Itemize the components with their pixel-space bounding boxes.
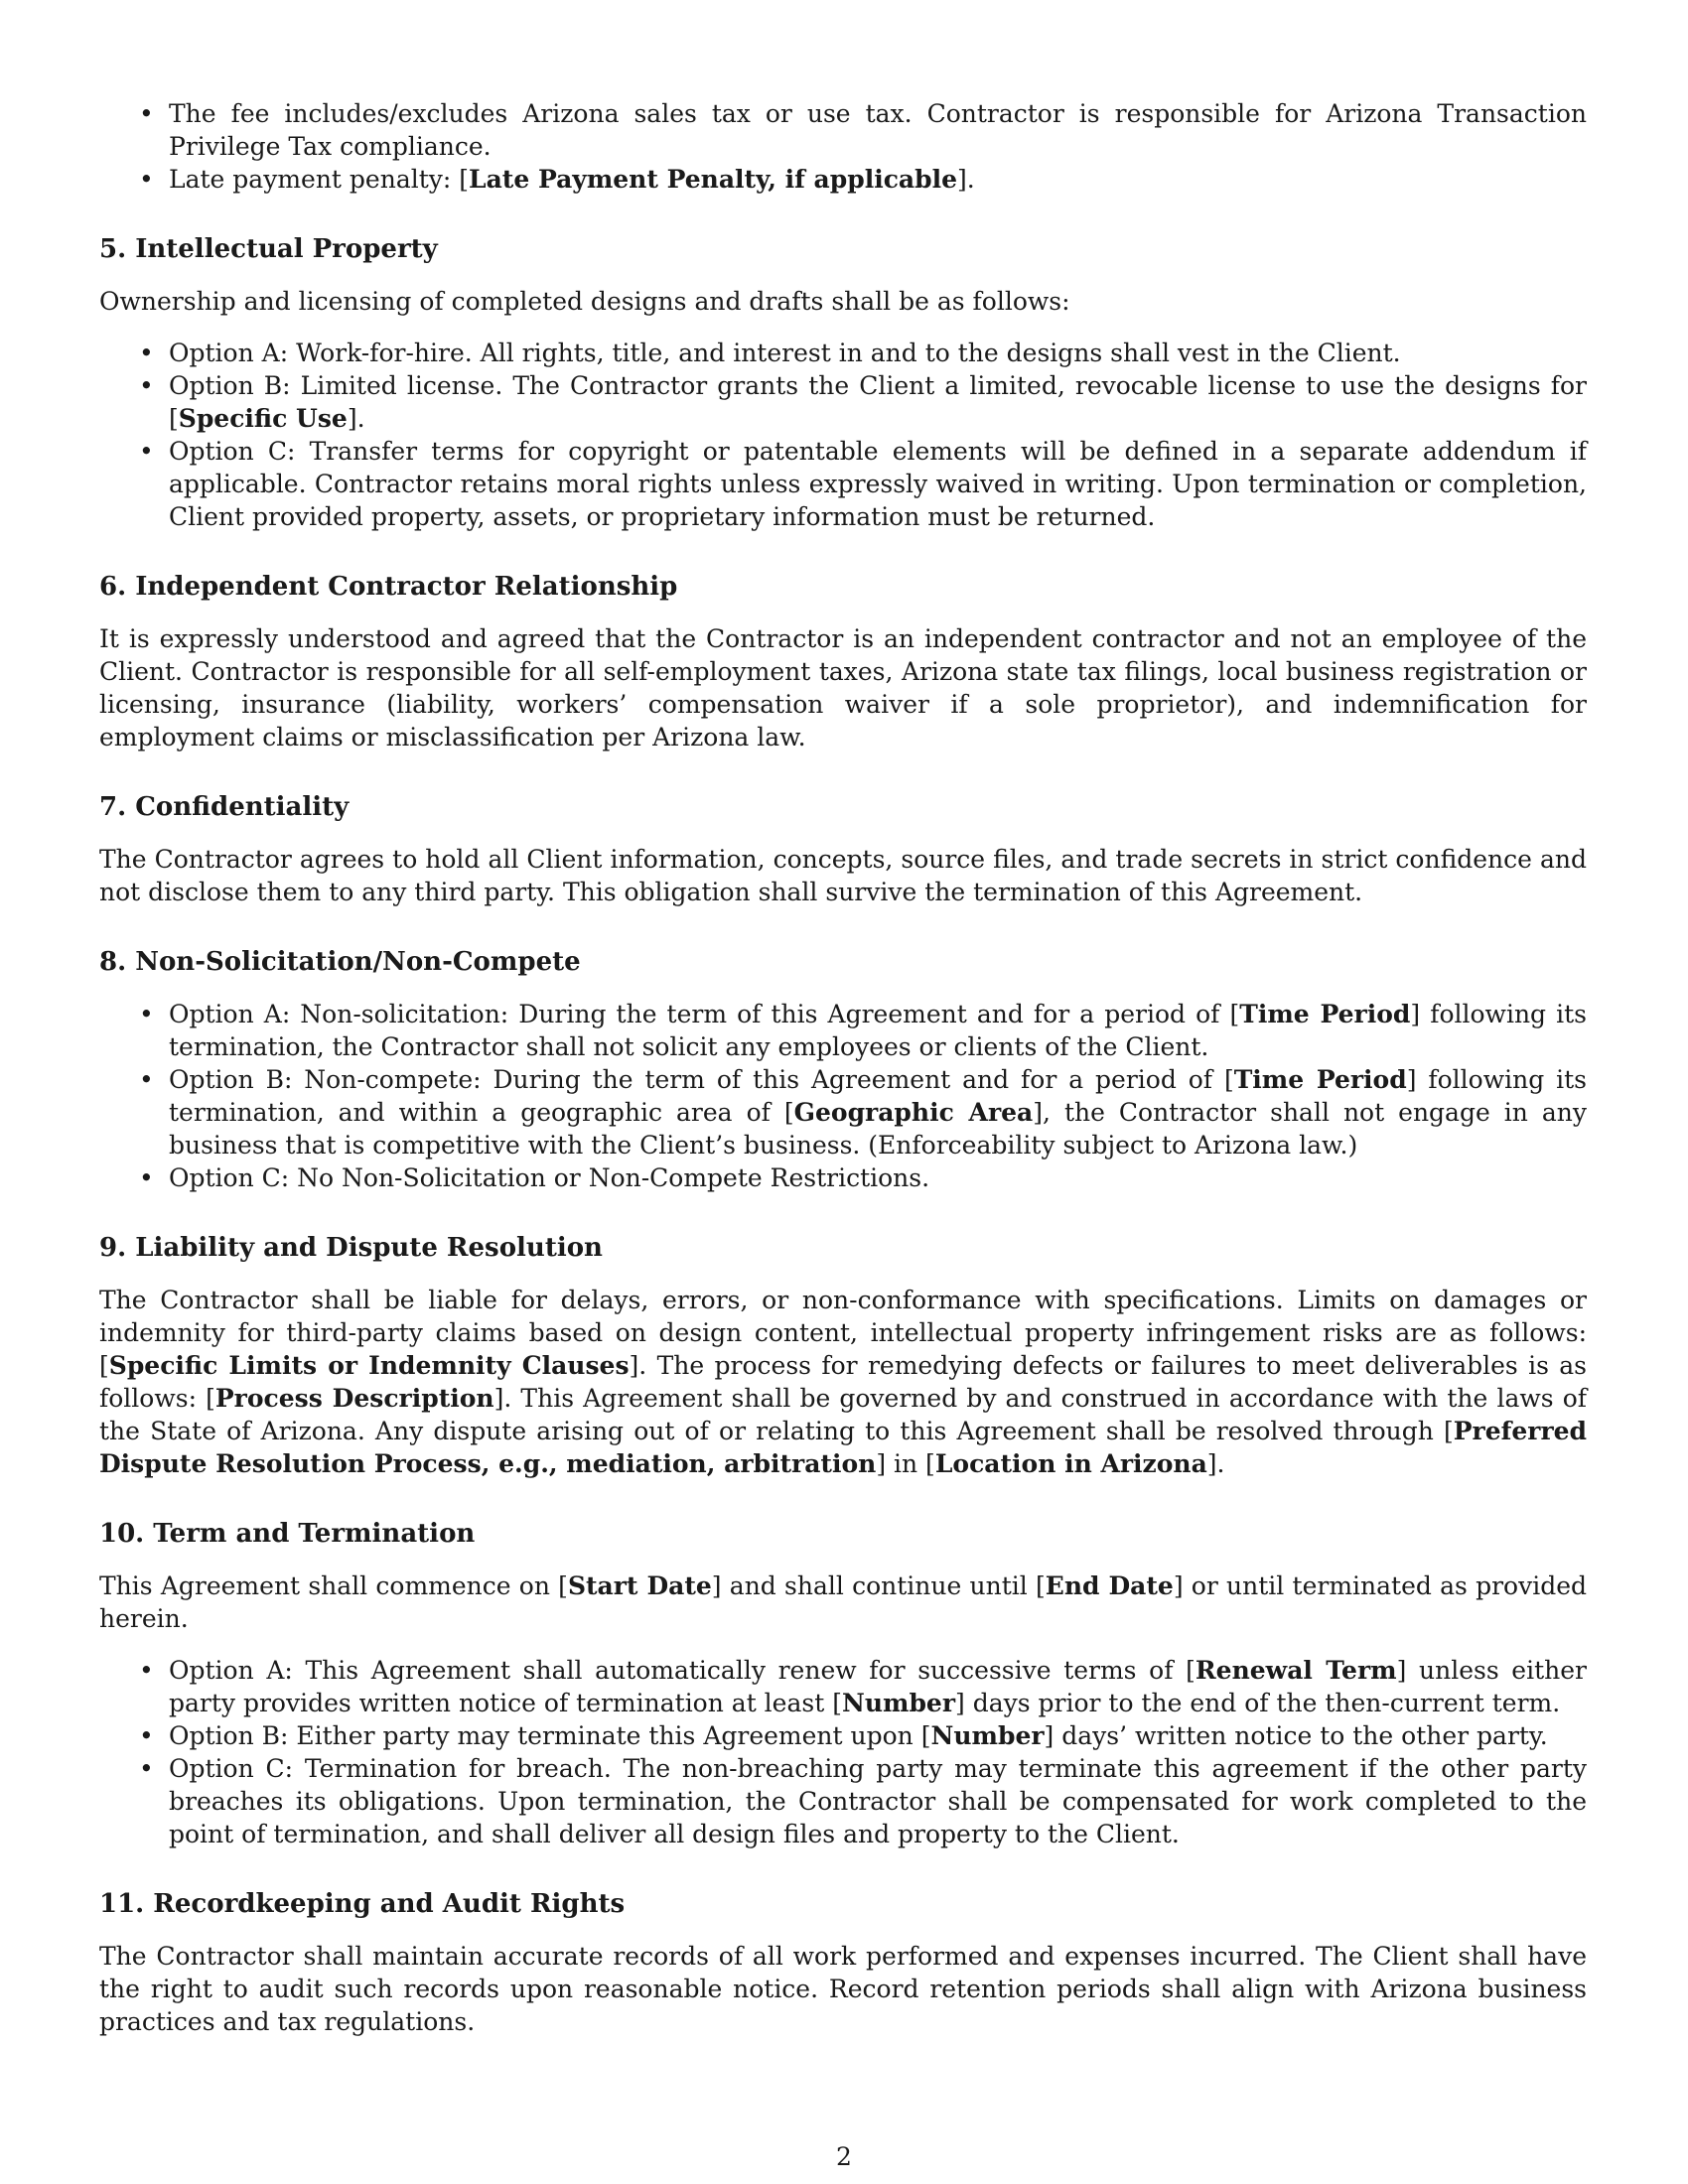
placeholder-field: End Date xyxy=(1045,1571,1174,1600)
section-paragraph xyxy=(99,285,1587,318)
list-item xyxy=(169,1161,1587,1194)
list-item xyxy=(169,163,1587,196)
placeholder-field: Process Description xyxy=(214,1384,494,1413)
text-run: ] unless either party provides written notice of termination at least [ xyxy=(169,1656,1587,1717)
intro-fee-list xyxy=(99,97,1587,196)
placeholder-field: Late Payment Penalty, if applicable xyxy=(469,165,958,194)
placeholder-field: Specific Limits or Indemnity Clauses xyxy=(108,1351,630,1380)
document-page xyxy=(99,97,1587,2076)
section-paragraph xyxy=(99,1284,1587,1480)
text-run: This Agreement shall commence on [ xyxy=(99,1571,568,1600)
text-run: ] and shall continue until [ xyxy=(711,1571,1046,1600)
section-paragraph xyxy=(99,1940,1587,2038)
text-run: It is expressly understood and agreed that the Contractor is an independent contractor and not an employee of the Client. Contractor is responsible for all self-employment taxes, Arizona state tax filings, local business registration or licensing, insurance (liability, workers’ compensation waiver if a sole proprietor), and indemnification for employment claims or misclassification per Arizona law. xyxy=(99,624,1587,751)
placeholder-field: Specific Use xyxy=(178,404,348,433)
text-run: The Contractor agrees to hold all Client information, concepts, source files, and trade secrets in strict confidence and not disclose them to any third party. This obligation shall survive the termination of this Agreement. xyxy=(99,845,1587,906)
option-list xyxy=(99,337,1587,533)
section-heading: 9. Liability and Dispute Resolution xyxy=(99,1233,603,1263)
placeholder-field: Time Period xyxy=(1233,1065,1407,1094)
option-list xyxy=(99,1654,1587,1850)
text-run: ] following its termination, the Contractor shall not solicit any employees or clients of the Client. xyxy=(169,1000,1587,1061)
text-run: ], the Contractor shall not engage in any business that is competitive with the Client’s business. (Enforceability subject to Arizona law.) xyxy=(169,1098,1587,1160)
list-item xyxy=(169,97,1587,163)
list-item xyxy=(169,1654,1587,1719)
list-item xyxy=(169,998,1587,1063)
text-run: The Contractor shall maintain accurate records of all work performed and expenses incurred. The Client shall have the right to audit such records upon reasonable notice. Record retention periods shall align with Arizona business practices and tax regulations. xyxy=(99,1942,1587,2036)
text-run: ] days’ written notice to the other party. xyxy=(1044,1721,1548,1750)
text-run: The Contractor shall be liable for delays, errors, or non-conformance with specifications. Limits on damages or indemnity for third-party claims based on design content, intellectual property infringement risks are as follows: [ xyxy=(99,1286,1587,1380)
text-run: Option B: Either party may terminate this Agreement upon [ xyxy=(169,1721,931,1750)
text-run: Option C: Transfer terms for copyright or patentable elements will be defined in a separate addendum if applicable. Contractor retains moral rights unless expressly waived in writing. Upon termination or completion, Client provided property, assets, or proprietary information must be returned. xyxy=(169,437,1587,531)
placeholder-field: Geographic Area xyxy=(793,1098,1034,1127)
contract-sections xyxy=(99,233,1587,2076)
text-run: The fee includes/excludes Arizona sales tax or use tax. Contractor is responsible for Arizona Transaction Privilege Tax compliance. xyxy=(169,99,1587,161)
text-run: ]. xyxy=(1206,1449,1225,1478)
text-run: Option A: This Agreement shall automatically renew for successive terms of [ xyxy=(169,1656,1196,1685)
placeholder-field: Preferred Dispute Resolution Process, e.g., mediation, arbitration xyxy=(99,1417,1587,1478)
option-list xyxy=(99,998,1587,1194)
text-run: ]. xyxy=(347,404,365,433)
text-run: Option A: Non-solicitation: During the term of this Agreement and for a period of [ xyxy=(169,1000,1240,1028)
text-run: Late payment penalty: xyxy=(169,165,460,194)
list-item xyxy=(169,369,1587,435)
text-run: Option B: Non-compete: During the term of this Agreement and for a period of [ xyxy=(169,1065,1234,1094)
list-item xyxy=(169,1752,1587,1850)
text-run: ] in [ xyxy=(876,1449,935,1478)
placeholder-field: Renewal Term xyxy=(1195,1656,1397,1685)
placeholder-field: Number xyxy=(930,1721,1045,1750)
section-heading: 10. Term and Termination xyxy=(99,1519,476,1549)
section-paragraph xyxy=(99,1570,1587,1635)
section-heading: 7. Confidentiality xyxy=(99,792,350,822)
section-heading: 6. Independent Contractor Relationship xyxy=(99,572,678,602)
text-run: Option A: Work-for-hire. All rights, title, and interest in and to the designs shall vest in the Client. xyxy=(169,339,1401,367)
section-paragraph xyxy=(99,622,1587,753)
page-number: 2 xyxy=(836,2142,852,2171)
text-run: ] or until terminated as provided herein. xyxy=(99,1571,1588,1633)
placeholder-field: Location in Arizona xyxy=(934,1449,1207,1478)
text-run: Ownership and licensing of completed designs and drafts shall be as follows: xyxy=(99,287,1070,316)
section-paragraph xyxy=(99,843,1587,908)
text-run: [ xyxy=(459,165,470,194)
text-run: ]. The process for remedying defects or failures to meet deliverables is as follows: [ xyxy=(99,1351,1587,1413)
text-run: Option C: Termination for breach. The non-breaching party may terminate this agreement if the other party breaches its obligations. Upon termination, the Contractor shall be compensated for work completed to the point of termination, and shall deliver all design files and property to the Client. xyxy=(169,1754,1587,1848)
placeholder-field: Number xyxy=(841,1689,956,1717)
text-run: ] following its termination, and within a geographic area of [ xyxy=(169,1065,1587,1127)
text-run: Option C: No Non-Solicitation or Non-Compete Restrictions. xyxy=(169,1163,930,1192)
placeholder-field: Start Date xyxy=(567,1571,712,1600)
list-item xyxy=(169,1719,1587,1752)
section-heading: 5. Intellectual Property xyxy=(99,234,438,264)
section-heading: 8. Non-Solicitation/Non-Compete xyxy=(99,947,581,977)
text-run: Option B: Limited license. The Contractor grants the Client a limited, revocable license to use the designs for [ xyxy=(169,371,1587,433)
text-run: ]. xyxy=(957,165,975,194)
list-item xyxy=(169,1063,1587,1161)
list-item xyxy=(169,435,1587,533)
section-heading: 11. Recordkeeping and Audit Rights xyxy=(99,1889,626,1919)
placeholder-field: Time Period xyxy=(1239,1000,1411,1028)
text-run: ]. This Agreement shall be governed by and construed in accordance with the laws of the State of Arizona. Any dispute arising out of or relating to this Agreement shall be resolved through [ xyxy=(99,1384,1587,1445)
list-item xyxy=(169,337,1587,369)
text-run: ] days prior to the end of the then-current term. xyxy=(955,1689,1561,1717)
